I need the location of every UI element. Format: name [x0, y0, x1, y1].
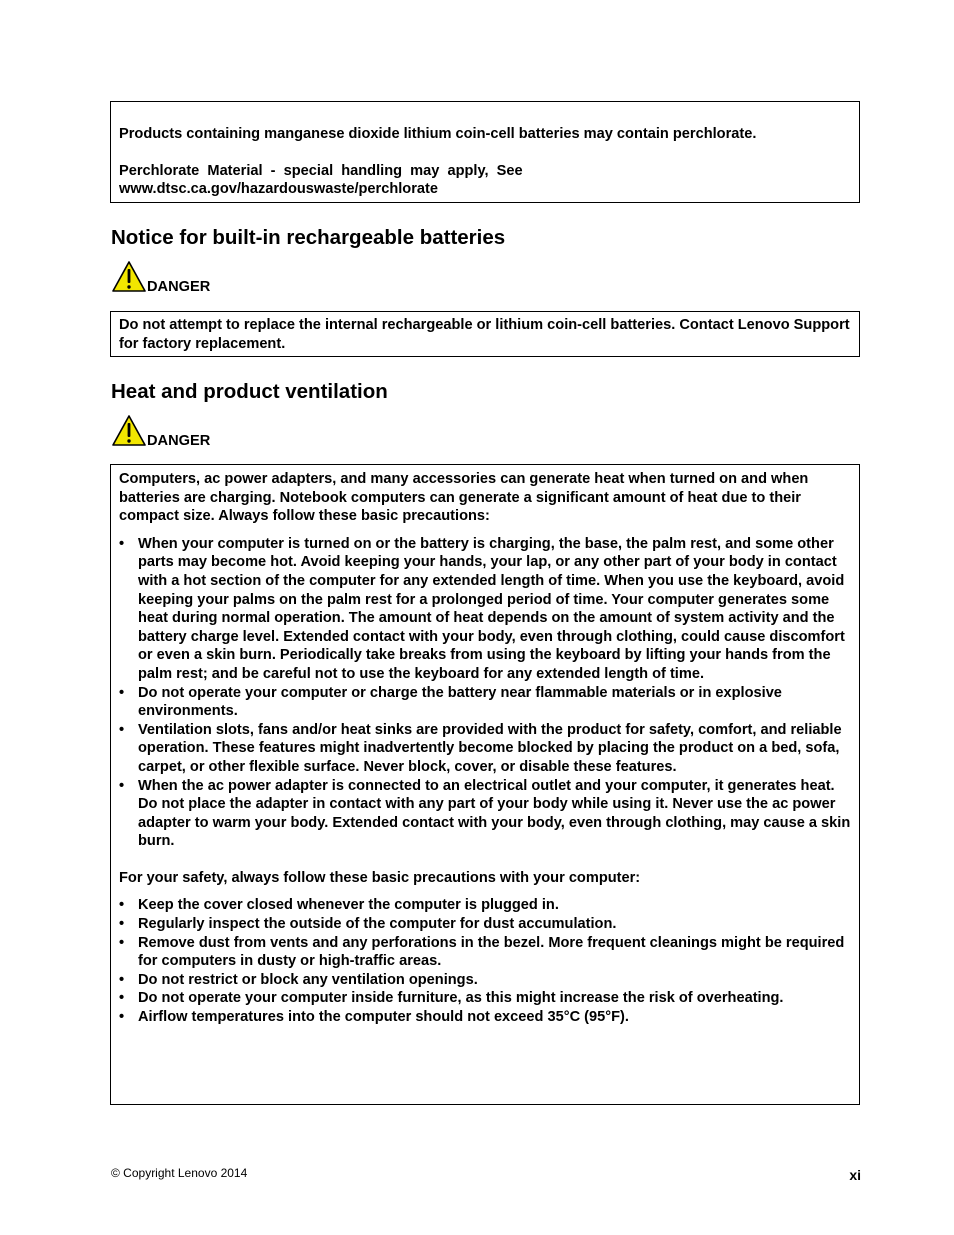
copyright-text: © Copyright Lenovo 2014 — [111, 1166, 248, 1180]
perchlorate-line-2a: Perchlorate Material - special handling may apply, See — [119, 162, 523, 179]
heat-intro: Computers, ac power adapters, and many accessories can generate heat when turned on and when batteries are charging. Notebook computers can generate a significant amount of heat due to their compact size. Always follow these basic precautions: — [119, 471, 809, 525]
danger-label: DANGER — [147, 279, 211, 295]
list-item: • Do not operate your computer or charge the battery near flammable materials or in explosive environments. — [119, 684, 853, 721]
list-item: • Remove dust from vents and any perforations in the bezel. More frequent cleanings might be required for computers in dusty or high-traffic areas. — [119, 934, 853, 971]
safety-intro: For your safety, always follow these basic precautions with your computer: — [119, 869, 641, 886]
list-item: • Do not operate your computer inside furniture, as this might increase the risk of overheating. — [119, 989, 853, 1008]
list-item: • Airflow temperatures into the computer should not exceed 35°C (95°F). — [119, 1008, 853, 1027]
list-item: • When your computer is turned on or the battery is charging, the base, the palm rest, and some other parts may become hot. Avoid keeping your hands, your lap, or any other part of your body in contact with a hot section of the computer for any extended length of time. When you use the keyboard, avoid keeping your palms on the palm rest for a prolonged period of time. Your computer generates some heat during normal operation. The amount of heat depends on the amount of system activity and the battery charge level. Extended contact with your body, even through clothing, could cause discomfort or even a skin burn. Periodically take breaks from using the keyboard by lifting your hands from the palm rest; and be careful not to use the keyboard for any extended length of time. — [119, 535, 853, 684]
heat-precautions-list — [119, 535, 853, 851]
warning-triangle-icon — [111, 260, 147, 293]
warning-triangle-icon — [111, 414, 147, 447]
list-item: • Keep the cover closed whenever the computer is plugged in. — [119, 896, 853, 915]
safety-precautions-list — [119, 896, 853, 1026]
danger-notice — [111, 260, 311, 296]
perchlorate-link: www.dtsc.ca.gov/hazardouswaste/perchlorate — [119, 181, 438, 198]
section-title-rechargeable-batteries: Notice for built-in rechargeable batteries — [111, 226, 506, 249]
battery-danger-box — [110, 311, 860, 357]
list-item: • Do not restrict or block any ventilation openings. — [119, 971, 853, 990]
perchlorate-line-1: Products containing manganese dioxide lithium coin-cell batteries may contain perchlorate. — [119, 126, 757, 142]
danger-notice — [111, 414, 311, 450]
danger-label: DANGER — [147, 433, 211, 449]
list-item: • Ventilation slots, fans and/or heat sinks are provided with the product for safety, comfort, and reliable operation. These features might inadvertently become blocked by placing the product on a bed, sofa, carpet, or other flexible surface. Never block, cover, or disable these features. — [119, 721, 853, 777]
section-title-heat-ventilation: Heat and product ventilation — [111, 380, 388, 403]
list-item: • When the ac power adapter is connected to an electrical outlet and your computer, it generates heat. Do not place the adapter in contact with any part of your body while using it. Never use the ac power adapter to warm your body. Extended contact with your body, even through clothing, may cause a skin burn. — [119, 777, 853, 851]
heat-danger-box — [110, 464, 860, 1105]
perchlorate-line-2 — [119, 162, 851, 199]
list-item: • Regularly inspect the outside of the computer for dust accumulation. — [119, 915, 853, 934]
battery-danger-text: Do not attempt to replace the internal rechargeable or lithium coin-cell batteries. Contact Lenovo Support for factory replacement. — [119, 317, 850, 352]
perchlorate-notice-box — [110, 101, 860, 203]
page-number: xi — [849, 1167, 861, 1183]
